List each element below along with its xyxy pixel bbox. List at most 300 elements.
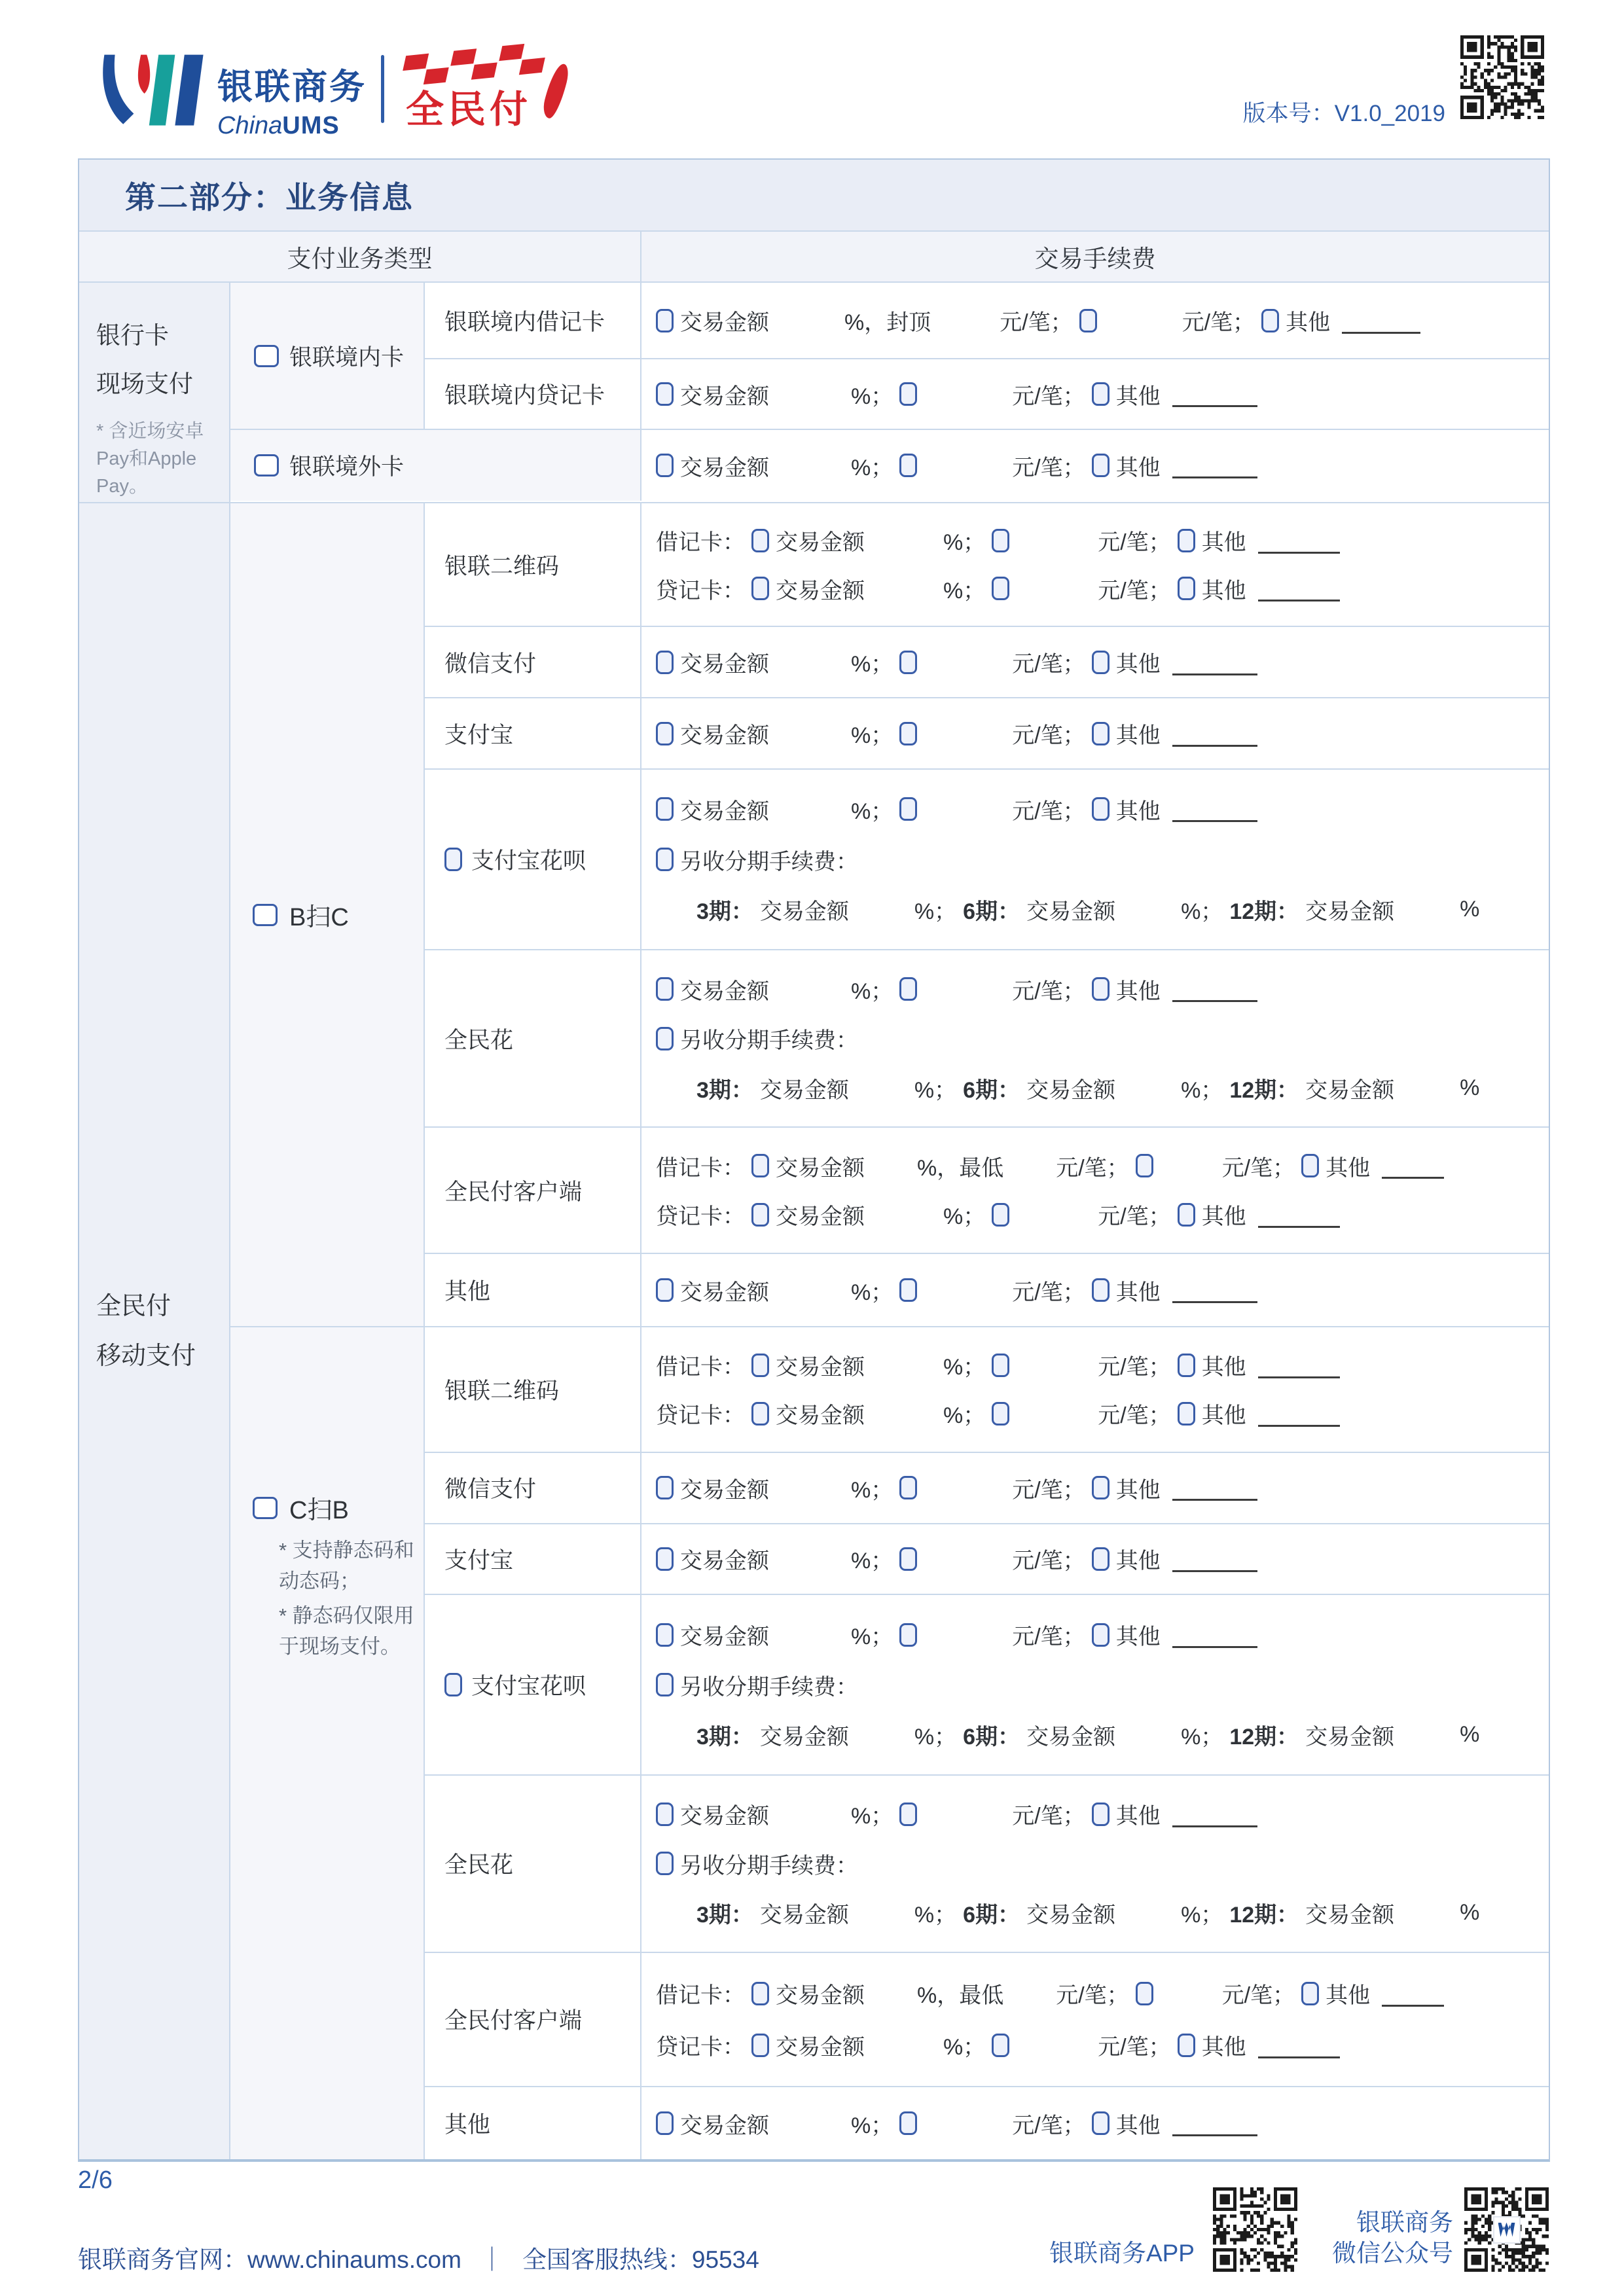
bank-group-title-line2: 现场支付	[96, 370, 193, 397]
fee-text: 其他	[1115, 384, 1161, 409]
blank-space	[656, 1912, 690, 1914]
fill-in-blank[interactable]	[1172, 1563, 1257, 1572]
fee-line	[656, 1198, 1542, 1230]
product-name: 全民付	[406, 88, 532, 131]
checkbox[interactable]	[992, 1203, 1009, 1227]
fee-line	[656, 2029, 1542, 2061]
fee-line	[656, 1669, 1542, 1701]
fee-text: 交易金额	[680, 652, 769, 677]
c2b-mode-notes	[253, 1535, 424, 1662]
fee-text: 交易金额	[776, 2035, 865, 2060]
checkbox[interactable]	[656, 1027, 674, 1050]
fee-line	[656, 973, 1542, 1005]
fee-text: 交易金额	[680, 310, 769, 335]
fee-line	[656, 1848, 1542, 1880]
blank-space	[924, 465, 1005, 466]
mobile-payment-section	[79, 502, 1549, 2159]
blank-space	[1160, 1165, 1216, 1166]
service-label-cell	[425, 1953, 641, 2087]
fee-text: 其他	[1115, 1624, 1161, 1649]
checkbox[interactable]	[1092, 1547, 1110, 1571]
blank-space	[776, 1487, 844, 1488]
checkbox[interactable]	[1092, 382, 1110, 406]
section-title: 第二部分：业务信息	[125, 179, 414, 215]
fill-in-blank[interactable]	[1172, 738, 1257, 747]
fee-cell	[641, 1953, 1549, 2087]
fee-text: %；	[851, 2113, 893, 2138]
column-header-row	[79, 232, 1549, 283]
checkbox[interactable]	[1092, 2111, 1110, 2135]
fee-text: 元/笔；	[1098, 1204, 1171, 1230]
fill-in-blank[interactable]	[1342, 325, 1420, 334]
checkbox[interactable]	[656, 722, 674, 745]
checkbox[interactable]	[1092, 1623, 1110, 1647]
fee-text: %；	[943, 1403, 986, 1429]
fill-in-blank[interactable]	[1382, 1998, 1444, 2007]
fee-line	[656, 573, 1542, 605]
blank-space	[1010, 1993, 1049, 1994]
flag-swoosh-icon	[541, 62, 571, 120]
fee-text: 元/笔；	[1000, 310, 1073, 335]
fee-cell	[641, 698, 1549, 768]
fee-text: 元/笔；	[1012, 723, 1085, 748]
version-label: 版本号：V1.0_2019	[1242, 101, 1445, 126]
checkbox[interactable]	[1178, 1354, 1195, 1377]
fill-in-blank[interactable]	[1258, 1369, 1340, 1378]
checkbox[interactable]	[254, 454, 279, 476]
fee-text: %；	[851, 723, 893, 748]
checkbox[interactable]	[751, 1402, 769, 1426]
fee-text: 贷记卡：	[656, 2035, 745, 2060]
checkbox[interactable]	[899, 454, 917, 477]
service-label: 微信支付	[444, 651, 537, 677]
blank-space	[1160, 1993, 1216, 1994]
card-label-cell: 银联境内借记卡	[425, 283, 641, 358]
checkbox[interactable]	[656, 651, 674, 674]
blank-space	[776, 2123, 844, 2124]
checkbox[interactable]	[656, 2111, 674, 2135]
fee-line	[656, 1022, 1542, 1054]
fee-text: %	[1460, 1722, 1480, 1748]
blank-space	[1016, 1365, 1091, 1366]
checkbox[interactable]	[1178, 577, 1195, 600]
fee-line	[656, 646, 1542, 678]
fee-text: 其他	[1115, 1804, 1161, 1829]
chinaums-logo-icon	[95, 52, 213, 124]
blank-space	[776, 1634, 844, 1636]
fee-text: %；	[851, 1804, 893, 1829]
fee-text: 交易金额	[680, 798, 769, 824]
fill-in-blank[interactable]	[1172, 469, 1257, 478]
fill-in-blank[interactable]	[1258, 545, 1340, 554]
wechat-qr-label-line1: 银联商务	[1356, 2209, 1453, 2236]
fee-text: 交易金额	[1026, 1077, 1116, 1103]
bank-group-title-line1: 银行卡	[96, 322, 169, 349]
fee-line	[656, 1719, 1542, 1751]
table-row	[425, 697, 1549, 768]
service-label: 全民花	[444, 1027, 514, 1053]
checkbox[interactable]	[992, 2034, 1009, 2057]
checkbox[interactable]	[656, 1623, 674, 1647]
checkbox[interactable]	[1136, 1154, 1153, 1177]
checkbox[interactable]	[656, 309, 674, 332]
checkbox[interactable]	[1301, 1982, 1319, 2005]
fee-cell	[641, 430, 1549, 501]
fee-text: 其他	[1115, 798, 1161, 824]
fee-text: %；	[943, 578, 986, 603]
checkbox[interactable]	[1092, 651, 1110, 674]
blank-space	[871, 1413, 937, 1414]
checkbox[interactable]	[1261, 309, 1279, 332]
checkbox[interactable]	[899, 1278, 917, 1302]
checkbox[interactable]	[1092, 797, 1110, 821]
blank-space	[656, 909, 690, 910]
business-info-table	[78, 158, 1550, 2162]
fee-cell	[641, 1776, 1549, 1952]
fee-cell	[641, 627, 1549, 697]
fill-in-blank[interactable]	[1258, 1418, 1340, 1427]
checkbox[interactable]	[656, 1803, 674, 1826]
blank-space	[776, 662, 844, 663]
logo-divider	[381, 55, 384, 123]
checkbox[interactable]	[656, 454, 674, 477]
fee-cell	[641, 1453, 1549, 1523]
blank-space	[776, 1289, 844, 1291]
checkbox[interactable]	[1092, 1803, 1110, 1826]
brand-name: 银联商务	[217, 67, 367, 107]
blank-space	[924, 1487, 1005, 1488]
checkbox[interactable]	[899, 722, 917, 745]
service-label: 银联二维码	[444, 553, 560, 579]
checkbox[interactable]	[1178, 2034, 1195, 2057]
fee-text: 交易金额	[1305, 1725, 1395, 1750]
checkbox[interactable]	[1178, 529, 1195, 552]
checkbox[interactable]	[656, 382, 674, 406]
checkbox[interactable]	[656, 797, 674, 821]
checkbox[interactable]	[899, 977, 917, 1001]
blank-space	[924, 733, 1005, 734]
blank-space	[776, 465, 844, 466]
table-row	[425, 1594, 1549, 1774]
checkbox[interactable]	[751, 2034, 769, 2057]
official-site: 银联商务官网：www.chinaums.com	[78, 2246, 461, 2273]
fee-text: 交易金额	[776, 1355, 865, 1380]
fee-text: 交易金额	[680, 1280, 769, 1305]
checkbox[interactable]	[899, 1547, 917, 1571]
fee-text: 其他	[1115, 1280, 1161, 1305]
fee-text: 元/笔；	[1221, 1983, 1295, 2009]
fee-text: %；	[851, 798, 893, 824]
checkbox[interactable]	[656, 1673, 674, 1696]
fee-text: 其他	[1201, 1204, 1246, 1230]
checkbox[interactable]	[253, 904, 278, 926]
fee-text: 其他	[1201, 578, 1246, 603]
fee-line	[656, 1619, 1542, 1651]
checkbox[interactable]	[1092, 454, 1110, 477]
blank-space	[1104, 320, 1176, 321]
bank-right	[230, 283, 1549, 502]
fill-in-blank[interactable]	[1172, 1492, 1257, 1501]
table-row	[230, 430, 1549, 501]
footer-contact-line	[78, 2240, 759, 2275]
mobile-group-title-line2: 移动支付	[96, 1342, 196, 1370]
fill-in-blank[interactable]	[1172, 2127, 1257, 2136]
blank-space	[924, 2123, 1005, 2124]
c2b-mode-cell	[230, 1327, 425, 2159]
blank-space	[1401, 1087, 1453, 1088]
page-number: 2/6	[78, 2166, 113, 2194]
checkbox[interactable]	[751, 1203, 769, 1227]
fill-in-blank[interactable]	[1172, 1818, 1257, 1827]
version-qr-code	[1460, 35, 1544, 119]
fee-text: 交易金额	[776, 578, 865, 603]
fee-text: 交易金额	[1305, 899, 1395, 925]
blank-space	[1401, 909, 1453, 910]
checkbox[interactable]	[899, 1803, 917, 1826]
checkbox[interactable]	[1092, 1278, 1110, 1302]
fee-line	[656, 1150, 1542, 1182]
fee-text: %；	[851, 978, 893, 1004]
fee-text: 其他	[1201, 1355, 1246, 1380]
fee-line	[656, 1472, 1542, 1504]
fee-text: %；	[851, 384, 893, 409]
fee-text: 交易金额	[680, 1549, 769, 1574]
fee-text: 交易金额	[1305, 1077, 1395, 1103]
fee-text: %；	[943, 2035, 986, 2060]
checkbox[interactable]	[992, 529, 1009, 552]
fee-text: %；	[1181, 1077, 1223, 1103]
checkbox[interactable]	[899, 2111, 917, 2135]
checkbox[interactable]	[751, 577, 769, 600]
checkbox[interactable]	[1092, 977, 1110, 1001]
fee-text: %	[1460, 897, 1480, 922]
checkbox[interactable]	[751, 1982, 769, 2005]
checkbox[interactable]	[656, 977, 674, 1001]
fee-text: 元/笔；	[1012, 978, 1085, 1004]
checkbox[interactable]	[656, 1852, 674, 1875]
app-qr-label: 银联商务APP	[1049, 2240, 1195, 2267]
fee-line	[656, 1977, 1542, 2009]
fee-text: 交易金额	[759, 1903, 849, 1928]
fee-cell	[641, 1524, 1549, 1594]
fee-text: 交易金额	[680, 1477, 769, 1503]
checkbox[interactable]	[751, 1154, 769, 1177]
blank-space	[924, 662, 1005, 663]
fill-in-blank[interactable]	[1172, 666, 1257, 675]
fee-line	[656, 844, 1542, 876]
blank-space	[871, 2045, 937, 2046]
blank-space	[776, 1558, 844, 1560]
domestic-card-label: 银联境内卡	[289, 344, 405, 370]
checkbox[interactable]	[992, 577, 1009, 600]
service-label-cell	[425, 1776, 641, 1952]
service-label-cell	[425, 1595, 641, 1774]
checkbox[interactable]	[899, 1476, 917, 1499]
wechat-qr-label-line2: 微信公众号	[1332, 2240, 1453, 2267]
service-label-cell	[425, 1254, 641, 1326]
fill-in-blank[interactable]	[1172, 993, 1257, 1002]
checkbox[interactable]	[899, 1623, 917, 1647]
brand-subname	[217, 112, 367, 140]
mobile-right	[230, 503, 1549, 2159]
fee-text: 交易金额	[1305, 1903, 1395, 1928]
fill-in-blank[interactable]	[1382, 1170, 1444, 1179]
blank-space	[1016, 2045, 1091, 2046]
checkbox[interactable]	[1136, 1982, 1153, 2005]
checkbox[interactable]	[751, 529, 769, 552]
fee-text: 其他	[1115, 2113, 1161, 2138]
fill-in-blank[interactable]	[1172, 813, 1257, 822]
domestic-card-rows	[425, 283, 1549, 429]
checkbox[interactable]	[444, 848, 462, 871]
brand-en-china: China	[217, 112, 283, 139]
blank-space	[856, 1912, 908, 1914]
logo-glyph	[95, 52, 213, 128]
fee-text: 交易金额	[1026, 1725, 1116, 1750]
blank-space	[1122, 1912, 1174, 1914]
checkbox[interactable]	[1301, 1154, 1319, 1177]
blank-space	[924, 808, 1005, 810]
fee-text: 元/笔；	[1182, 310, 1255, 335]
c2b-mode-line	[253, 1490, 424, 1526]
fee-text: 12期：	[1229, 899, 1299, 925]
bank-group-note: * 含近场安卓Pay和Apple Pay。	[96, 421, 204, 497]
blank-space	[776, 1814, 844, 1815]
fee-text: %；	[914, 1725, 957, 1750]
checkbox[interactable]	[253, 1497, 278, 1519]
fee-text: 另收分期手续费：	[680, 1853, 858, 1878]
fee-text: %；	[914, 1077, 957, 1103]
fee-text: 其他	[1286, 310, 1331, 335]
checkbox[interactable]	[656, 848, 674, 871]
fee-text: 交易金额	[680, 723, 769, 748]
checkbox[interactable]	[899, 651, 917, 674]
fill-in-blank[interactable]	[1258, 592, 1340, 601]
fee-text: %，封顶	[844, 310, 931, 335]
blank-space	[924, 1558, 1005, 1560]
checkbox[interactable]	[899, 797, 917, 821]
mobile-group-cell	[79, 503, 230, 2159]
fee-cell	[641, 1595, 1549, 1774]
foreign-card-cell	[230, 430, 641, 501]
fee-text: 6期：	[963, 899, 1020, 925]
checkbox[interactable]	[992, 1402, 1009, 1426]
fee-text: 借记卡：	[656, 1355, 745, 1380]
fee-text: 借记卡：	[656, 530, 745, 556]
checkbox[interactable]	[899, 382, 917, 406]
fee-text: 其他	[1115, 455, 1161, 480]
fee-line	[656, 450, 1542, 482]
checkbox[interactable]	[1092, 1476, 1110, 1499]
blank-space	[1010, 1165, 1049, 1166]
card-label-cell: 银联境内贷记卡	[425, 359, 641, 429]
table-row	[425, 1327, 1549, 1452]
service-label-cell	[425, 1128, 641, 1253]
fee-text: 另收分期手续费：	[680, 1674, 858, 1700]
fill-in-blank[interactable]	[1172, 1294, 1257, 1303]
fee-text: 其他	[1201, 530, 1246, 556]
fee-text: 交易金额	[776, 530, 865, 556]
c2b-note-1: * 支持静态码和动态码；	[279, 1539, 414, 1592]
fee-text: 元/笔；	[1098, 530, 1171, 556]
checkbox[interactable]	[1079, 309, 1097, 332]
checkbox[interactable]	[444, 1673, 462, 1696]
section-title-bar	[79, 160, 1549, 232]
fee-line	[656, 524, 1542, 556]
checkbox[interactable]	[656, 1547, 674, 1571]
fee-text: 交易金额	[759, 899, 849, 925]
table-row	[425, 1126, 1549, 1253]
service-label: 全民付客户端	[444, 1179, 583, 1205]
blank-space	[776, 808, 844, 810]
fee-line	[656, 893, 1542, 925]
service-label-cell	[425, 1453, 641, 1523]
checkbox[interactable]	[1178, 1402, 1195, 1426]
checkbox[interactable]	[992, 1354, 1009, 1377]
fee-text: 12期：	[1229, 1725, 1299, 1750]
fee-text: 其他	[1201, 2035, 1246, 2060]
fee-line	[656, 1897, 1542, 1929]
brand-text	[217, 59, 367, 140]
fee-text: 元/笔；	[1012, 1804, 1085, 1829]
service-label-cell	[425, 2087, 641, 2159]
fill-in-blank[interactable]	[1258, 1219, 1340, 1228]
fill-in-blank[interactable]	[1258, 2049, 1340, 2058]
service-label-cell	[425, 698, 641, 768]
fee-text: 借记卡：	[656, 1983, 745, 2009]
service-label: 银联二维码	[444, 1378, 560, 1404]
service-label-cell	[425, 770, 641, 949]
checkbox[interactable]	[1092, 722, 1110, 745]
blank-space	[1122, 1734, 1174, 1736]
domestic-card-cell	[230, 283, 425, 429]
b2c-mode-cell	[230, 503, 425, 1326]
blank-space	[856, 909, 908, 910]
table-row	[425, 283, 1549, 358]
blank-space	[1016, 588, 1091, 589]
b2c-mode-label: B扫C	[289, 904, 349, 931]
fee-text: 元/笔；	[1012, 1477, 1085, 1503]
fee-text: 元/笔；	[1098, 1355, 1171, 1380]
fee-text: 元/笔；	[1056, 1155, 1129, 1181]
fee-text: 贷记卡：	[656, 578, 745, 603]
blank-space	[1016, 1214, 1091, 1215]
fee-cell	[641, 283, 1549, 358]
c2b-mode-label: C扫B	[289, 1497, 349, 1524]
checkbox[interactable]	[656, 1278, 674, 1302]
table-row	[425, 2086, 1549, 2159]
fill-in-blank[interactable]	[1172, 398, 1257, 407]
checkbox[interactable]	[751, 1354, 769, 1377]
checkbox[interactable]	[254, 345, 279, 367]
fee-cell	[641, 2087, 1549, 2159]
blank-space	[871, 1365, 937, 1366]
fill-in-blank[interactable]	[1172, 1639, 1257, 1648]
fee-line	[656, 1543, 1542, 1575]
fee-text: 交易金额	[759, 1725, 849, 1750]
fee-text: 元/笔；	[1012, 2113, 1085, 2138]
fee-text: 3期：	[696, 1725, 753, 1750]
fee-text: 交易金额	[776, 1204, 865, 1230]
checkbox[interactable]	[656, 1476, 674, 1499]
c2b-note-2: * 静态码仅限用于现场支付。	[279, 1604, 414, 1658]
wechat-qr-code	[1464, 2187, 1549, 2272]
fee-text: 元/笔；	[1012, 1624, 1085, 1649]
checkbox[interactable]	[1178, 1203, 1195, 1227]
fee-text: %；	[1181, 1903, 1223, 1928]
b2c-rows	[425, 503, 1549, 1326]
blank-space	[871, 1993, 911, 1994]
